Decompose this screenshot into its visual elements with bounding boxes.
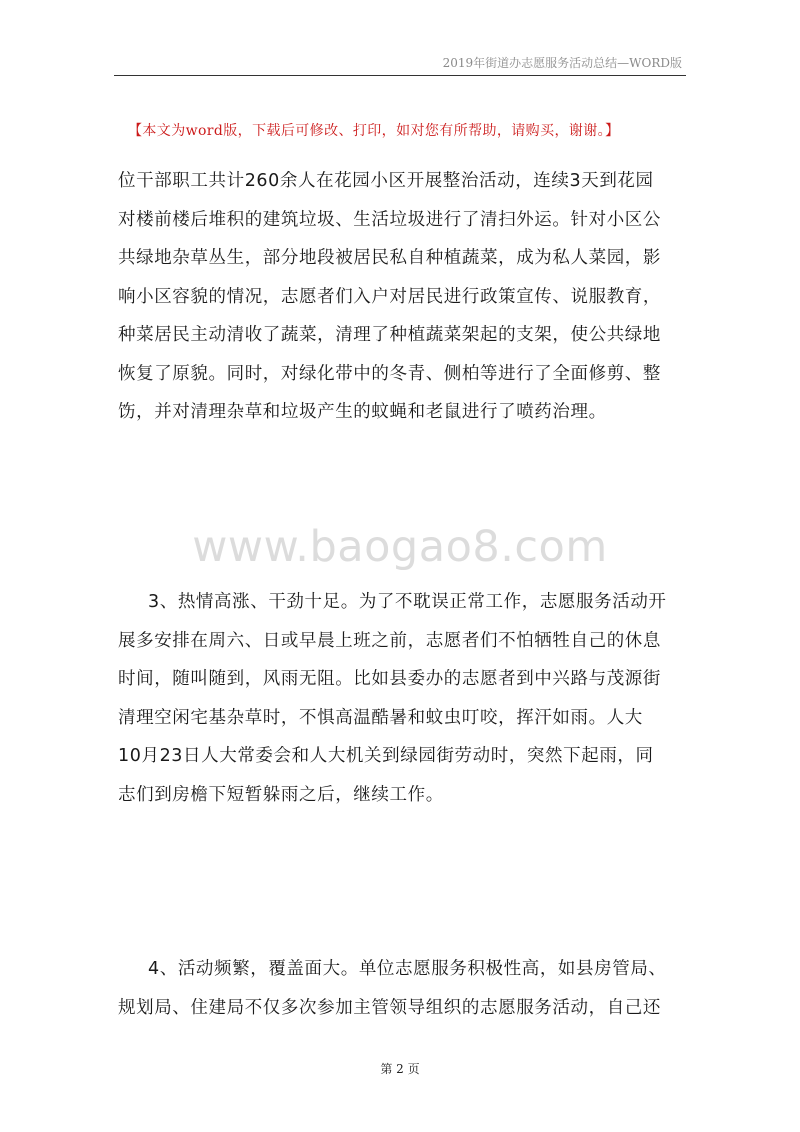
paragraph-line: 展多安排在周六、日或早晨上班之前，志愿者们不怕牺牲自己的休息 (118, 630, 661, 651)
header-rule (114, 75, 686, 76)
paragraph-line: 恢复了原貌。同时，对绿化带中的冬青、侧柏等进行了全面修剪、整 (118, 363, 661, 384)
paragraph-2 (118, 583, 682, 814)
paragraph-line: 共绿地杂草丛生，部分地段被居民私自种植蔬菜，成为私人菜园，影 (118, 248, 661, 268)
paragraph-line: 时间，随叫随到，风雨无阻。比如县委办的志愿者到中兴路与茂源街 (118, 669, 661, 689)
paragraph-line: 3、热情高涨、干劲十足。为了不耽误正常工作，志愿服务活动开 (148, 592, 667, 612)
watermark: www.baogao8.com (192, 522, 608, 572)
paragraph-line: 位干部职工共计260余人在花园小区开展整治活动，连续3天到花园 (118, 171, 654, 191)
paragraph-1 (118, 162, 682, 432)
header-title: 2019年街道办志愿服务活动总结—WORD版 (442, 56, 682, 70)
paragraph-line: 响小区容貌的情况，志愿者们入户对居民进行政策宣传、说服教育， (118, 286, 661, 307)
paragraph-line: 10月23日人大常委会和人大机关到绿园街劳动时，突然下起雨，同 (118, 746, 654, 766)
paragraph-line: 饬，并对清理杂草和垃圾产生的蚊蝇和老鼠进行了喷药治理。 (118, 402, 607, 422)
paragraph-line: 种菜居民主动清收了蔬菜，清理了种植蔬菜架起的支架，使公共绿地 (118, 325, 661, 345)
paragraph-line: 4、活动频繁，覆盖面大。单位志愿服务积极性高，如县房管局、 (148, 959, 667, 979)
page-number: 第 2 页 (380, 1062, 420, 1076)
paragraph-3 (118, 950, 682, 1027)
paragraph-line: 清理空闲宅基杂草时，不惧高温酷暑和蚊虫叮咬，挥汗如雨。人大 (118, 707, 643, 728)
paragraph-line: 对楼前楼后堆积的建筑垃圾、生活垃圾进行了清扫外运。针对小区公 (118, 209, 661, 230)
notice-banner: 【本文为word版，下载后可修改、打印，如对您有所帮助，请购买，谢谢。】 (128, 123, 620, 139)
paragraph-line: 志们到房檐下短暂躲雨之后，继续工作。 (118, 784, 444, 805)
paragraph-line: 规划局、住建局不仅多次参加主管领导组织的志愿服务活动，自己还 (118, 997, 661, 1018)
